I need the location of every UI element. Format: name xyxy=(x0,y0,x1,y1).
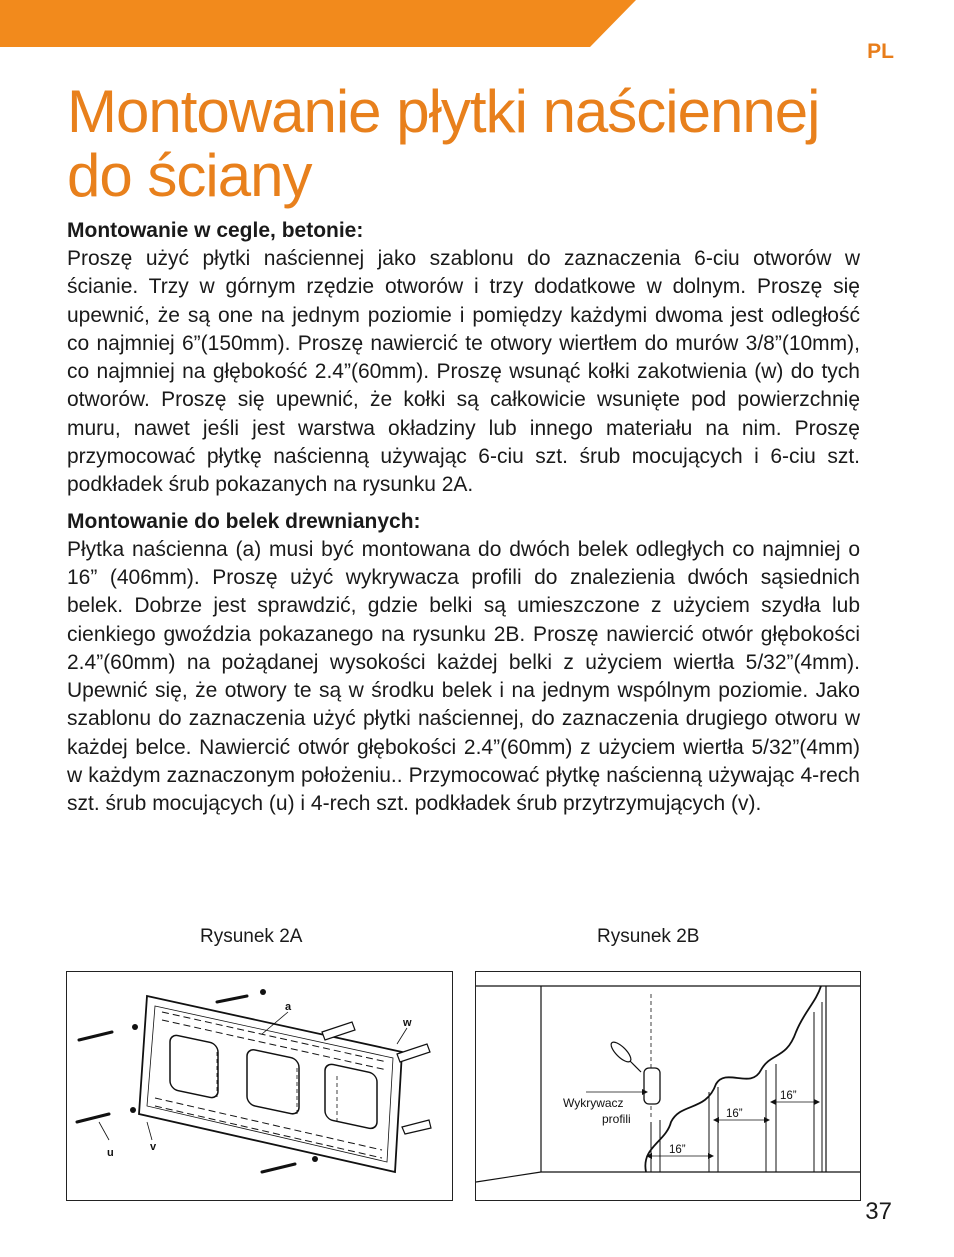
section-heading-brick: Montowanie w cegle, betonie: xyxy=(67,219,364,242)
figure-2a xyxy=(66,971,453,1201)
wall-plate-illustration xyxy=(67,972,452,1200)
main-content xyxy=(67,217,860,827)
header-accent-bar xyxy=(0,0,954,50)
dimension-label-3: 16” xyxy=(780,1090,797,1102)
figure-2a-caption: Rysunek 2A xyxy=(200,926,303,947)
figure-2b-caption: Rysunek 2B xyxy=(597,926,700,947)
language-label: PL xyxy=(867,40,894,63)
label-u: u xyxy=(107,1147,114,1159)
stud-finder-illustration xyxy=(476,972,860,1200)
page-number: 37 xyxy=(865,1198,892,1225)
section-body-wood: Płytka naścienna (a) musi być montowana do dwóch belek odległych co najmniej o 16” (406mm). Proszę użyć wykrywacza profili do znalezienia dwóch sąsiednich belek. Dobrze jest sprawdzić, gdzie belki są umieszczone z użyciem szydła lub cienkiego gwoździa pokazanego na rysunku 2B. Proszę nawiercić otwór głębokości 2.4”(60mm) na pożądanej wysokości każdej belki z użyciem wiertła 5/32”(4mm). Upewnić się, że otwory te są w środku belek i na jednym wspólnym poziomie. Jako szablonu do zaznaczenia użyć płytki naściennej, do zaznaczenia drugiego otworu w każdej belce. Nawiercić otwór głębokości 2.4”(60mm) z użyciem wiertła 5/32”(4mm) w każdym zaznaczonym położeniu.. Przymocować płytkę naścienną używając 4-rech szt. śrub mocujących (u) i 4-rech szt. podkładek śrub przytrzymujących (v). xyxy=(67,537,860,816)
section-body-brick: Proszę użyć płytki naściennej jako szablonu do zaznaczenia 6-ciu otworów w ścianie. Trzy w górnym rzędzie otworów i trzy dodatkowe w dolnym. Proszę się upewnić, że są one na jednym poziomie i pomiędzy każdymi dwoma jest odległość co najmniej 6”(150mm). Proszę nawiercić te otwory wiertłem do murów 3/8”(10mm), co najmniej na głębokość 2.4”(60mm). Proszę wsunąć kołki zakotwienia (w) do tych otworów. Proszę się upewnić, że kołki są całkowicie wsunięte pod powierzchnię muru, nawet jeśli jest warstwa okładziny lub innego materiału na nim. Proszę przymocować płytkę naścienną używając 6-ciu szt. śrub mocujących i 6-ciu szt. podkładek śrub pokazanych na rysunku 2A. xyxy=(67,247,860,497)
figure-2b xyxy=(475,971,861,1201)
label-v: v xyxy=(150,1141,157,1153)
dimension-label-1: 16” xyxy=(669,1144,686,1156)
page-title: Montowanie płytki naściennej do ściany xyxy=(67,78,820,209)
dimension-label-2: 16” xyxy=(726,1108,743,1120)
label-a: a xyxy=(285,1001,292,1013)
section-heading-wood: Montowanie do belek drewnianych: xyxy=(67,509,421,533)
detector-label-line1: Wykrywacz xyxy=(563,1096,624,1110)
detector-label-line2: profili xyxy=(602,1112,631,1126)
label-w: w xyxy=(403,1017,412,1029)
